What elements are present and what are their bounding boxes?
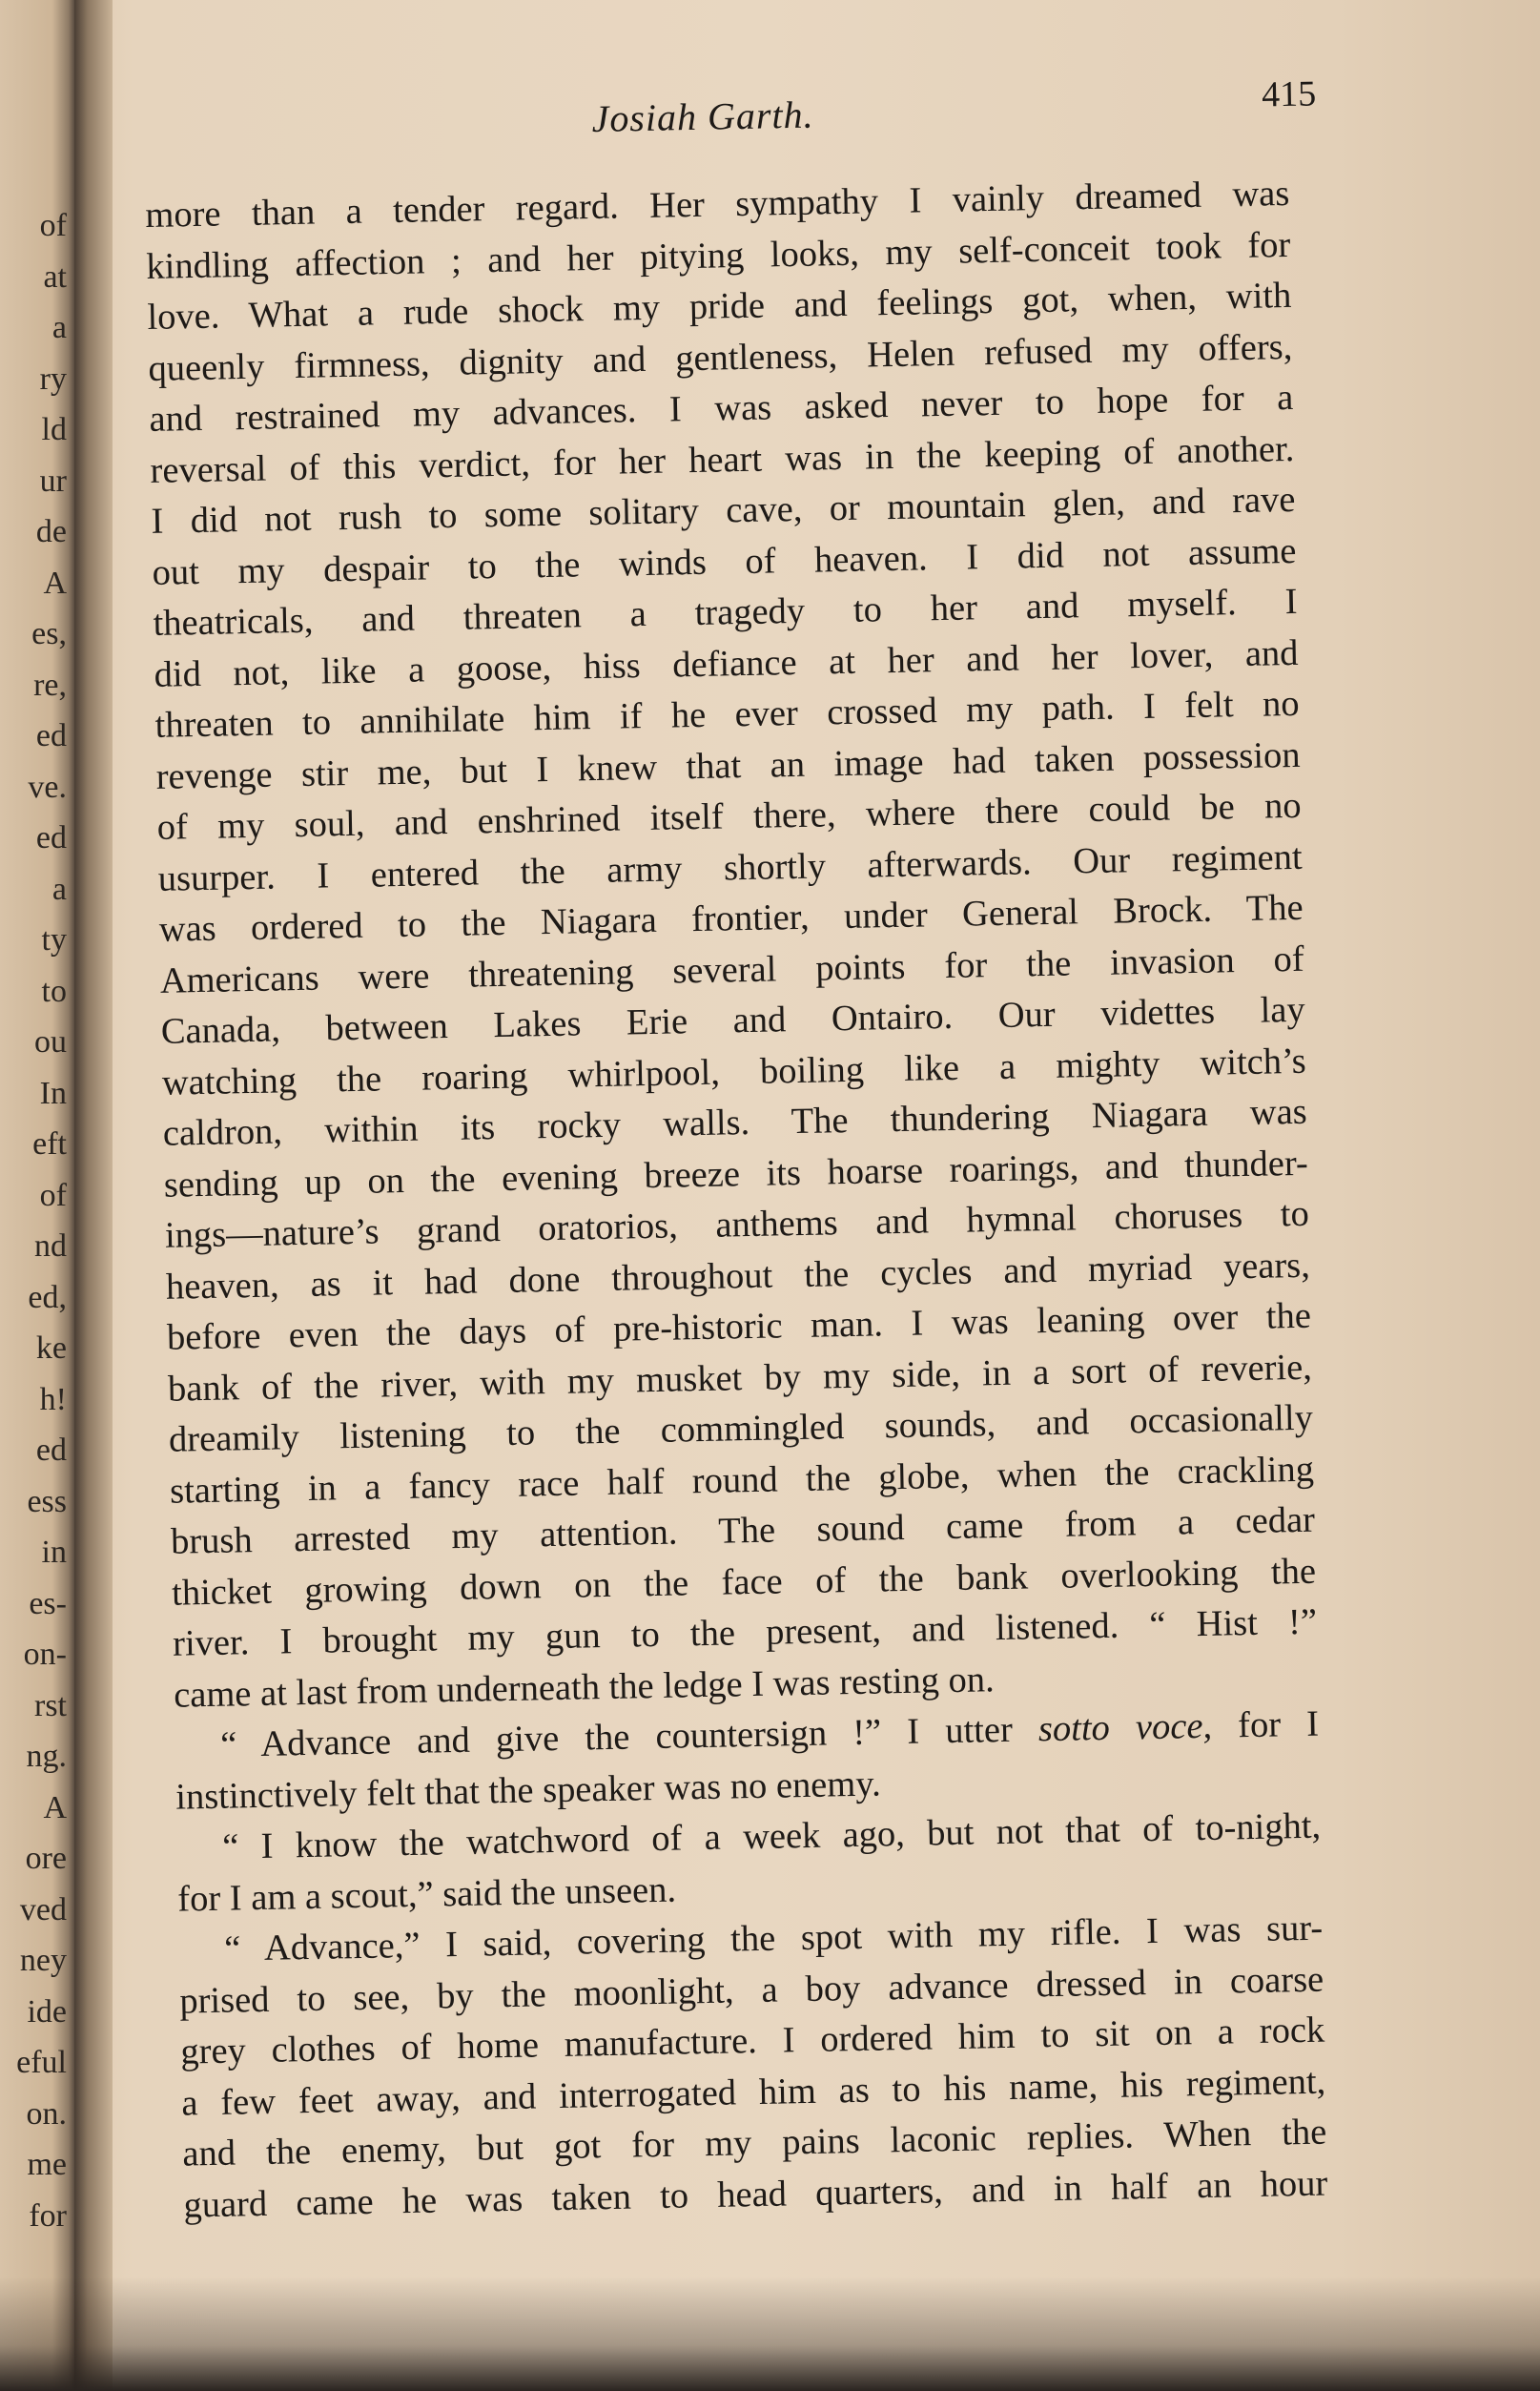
facing-page-fragment: de	[35, 514, 67, 549]
text-line: for I am a scout,” said the unseen.	[176, 1869, 677, 1920]
facing-page-fragment: ve.	[28, 769, 67, 805]
text-line: love. What a rude shock my pride and feelings got, when, with	[147, 275, 1292, 338]
facing-page-fragment: a	[51, 310, 67, 345]
text-line: “ Advance,” I said, covering the spot with my rifle. I was sur-	[223, 1907, 1324, 1969]
running-head	[143, 72, 1317, 162]
facing-page-fragment: ld	[41, 412, 67, 447]
text-line: a few feet away, and interrogated him as to his name, his regiment,	[181, 2061, 1326, 2124]
text-line: guard came he was taken to head quarters, and in half an hour	[183, 2163, 1328, 2226]
facing-page-fragment: a	[51, 871, 67, 907]
text-line: starting in a fancy race half round the globe, when the crackling	[169, 1449, 1315, 1512]
body-text	[145, 168, 1357, 2231]
text-line: Canada, between Lakes Erie and Ontairo. Our videttes lay	[160, 989, 1306, 1052]
text-line: and the enemy, but got for my pains laconic replies. When the	[182, 2112, 1327, 2175]
text-line: “ Advance and give the countersign !” I utter sotto voce, for I	[219, 1703, 1320, 1765]
book-page	[143, 72, 1357, 2231]
text-line: heaven, as it had done throughout the cycles and myriad years,	[165, 1245, 1311, 1308]
facing-page-fragment: In	[39, 1075, 67, 1111]
text-line: of my soul, and enshrined itself there, where there could be no	[156, 785, 1302, 848]
text-line: instinctively felt that the speaker was no enemy.	[175, 1762, 882, 1818]
facing-page-fragment: ore	[25, 1841, 67, 1876]
facing-page-fragment: h!	[39, 1381, 67, 1417]
text-line: more than a tender regard. Her sympathy I vainly dreamed was	[145, 173, 1290, 236]
facing-page-fragment: ess	[27, 1483, 67, 1519]
facing-page-fragment: eful	[16, 2045, 67, 2080]
text-line: queenly firmness, dignity and gentleness, Helen refused my offers,	[148, 326, 1293, 389]
facing-page-fragment: ved	[19, 1891, 67, 1927]
facing-page-fragment: ke	[35, 1330, 67, 1366]
page-number: 415	[1261, 73, 1317, 115]
text-line: and restrained my advances. I was asked never to hope for a	[149, 377, 1294, 440]
italic-phrase: sotto voce,	[1037, 1705, 1213, 1750]
facing-page-fragment: ou	[34, 1024, 67, 1060]
facing-page-fragment: ur	[39, 463, 67, 499]
text-line: threaten to annihilate him if he ever crossed my path. I felt no	[154, 683, 1300, 746]
facing-page-fragment: ry	[39, 361, 67, 397]
text-line: came at last from underneath the ledge I was resting on.	[173, 1659, 996, 1716]
text-line: brush arrested my attention. The sound came from a cedar	[170, 1499, 1316, 1562]
text-line: dreamily listening to the commingled sounds, and occasionally	[168, 1397, 1314, 1460]
text-line: Americans were threatening several points for the invasion of	[159, 938, 1305, 1001]
text-line: thicket growing down on the face of the bank overlooking the	[171, 1551, 1317, 1614]
facing-page-fragment: es-	[29, 1585, 67, 1621]
text-line: watching the roaring whirlpool, boiling like a mighty witch’s	[161, 1041, 1307, 1103]
facing-page-fragment: ed	[35, 1433, 67, 1468]
page-bottom-shadow	[0, 2277, 1540, 2391]
facing-page-fragment: of	[39, 208, 67, 243]
facing-page-fragment: ed	[35, 718, 67, 753]
text-line: usurper. I entered the army shortly afterwards. Our regiment	[157, 836, 1303, 899]
text-line: grey clothes of home manufacture. I ordered him to sit on a rock	[179, 2010, 1325, 2072]
facing-page-fragment: of	[39, 1177, 67, 1213]
text-line: bank of the river, with my musket by my side, in a sort of reverie,	[167, 1347, 1313, 1410]
facing-page-fragment: on-	[23, 1637, 67, 1672]
facing-page-fragment: rst	[34, 1687, 67, 1723]
text-line: I did not rush to some solitary cave, or mountain glen, and rave	[151, 479, 1296, 542]
facing-page-fragment: A	[43, 1789, 67, 1825]
facing-page-fragment: on.	[26, 2095, 67, 2132]
text-line: reversal of this verdict, for her heart was in the keeping of another.	[150, 428, 1295, 491]
text-line: theatricals, and threaten a tragedy to her and myself. I	[153, 581, 1298, 644]
text-line: river. I brought my gun to the present, and listened. “ Hist !”	[172, 1601, 1318, 1664]
text-line: ings—nature’s grand oratorios, anthems and hymnal choruses to	[164, 1193, 1310, 1256]
facing-page-fragment: nd	[34, 1228, 67, 1264]
text-line: kindling affection ; and her pitying looks, my self-conceit took for	[146, 224, 1291, 287]
facing-page-fragment: for	[29, 2197, 67, 2234]
facing-page-fragment: ng.	[26, 1739, 67, 1774]
text-line: did not, like a goose, hiss defiance at her and her lover, and	[154, 632, 1299, 695]
facing-page-fragment: eft	[32, 1126, 67, 1162]
facing-page-fragment: ed,	[28, 1279, 67, 1315]
book-gutter	[74, 0, 113, 2391]
facing-page-fragment: A	[43, 565, 67, 601]
text-line: sending up on the evening breeze its hoarse roarings, and thunder-	[163, 1143, 1309, 1206]
facing-page-fragment: es,	[31, 616, 67, 651]
facing-page-fragment: ide	[27, 1993, 67, 2030]
text-line: before even the days of pre-historic man. I was leaning over the	[166, 1295, 1312, 1358]
facing-page-fragment: re,	[33, 667, 67, 703]
facing-page-fragment: ed	[35, 820, 67, 855]
running-title: Josiah Garth.	[591, 93, 814, 140]
facing-page-fragment: ty	[41, 922, 67, 958]
facing-page-fragment: to	[41, 973, 67, 1009]
facing-page-fragment: in	[41, 1535, 67, 1570]
text-line: was ordered to the Niagara frontier, under General Brock. The	[158, 887, 1304, 950]
facing-page-fragment: me	[27, 2147, 67, 2182]
text-line: “ I know the watchword of a week ago, but not that of to-night,	[221, 1805, 1322, 1867]
text-line: revenge stir me, but I knew that an image had taken possession	[155, 734, 1301, 797]
facing-page-fragment: ney	[19, 1943, 67, 1978]
text-line: out my despair to the winds of heaven. I did not assume	[152, 530, 1297, 593]
text-line: caldron, within its rocky walls. The thundering Niagara was	[162, 1091, 1308, 1154]
facing-page-fragment: at	[43, 258, 67, 295]
facing-page-text-fragments	[0, 200, 67, 2241]
text-line: prised to see, by the moonlight, a boy advance dressed in coarse	[178, 1959, 1324, 2022]
